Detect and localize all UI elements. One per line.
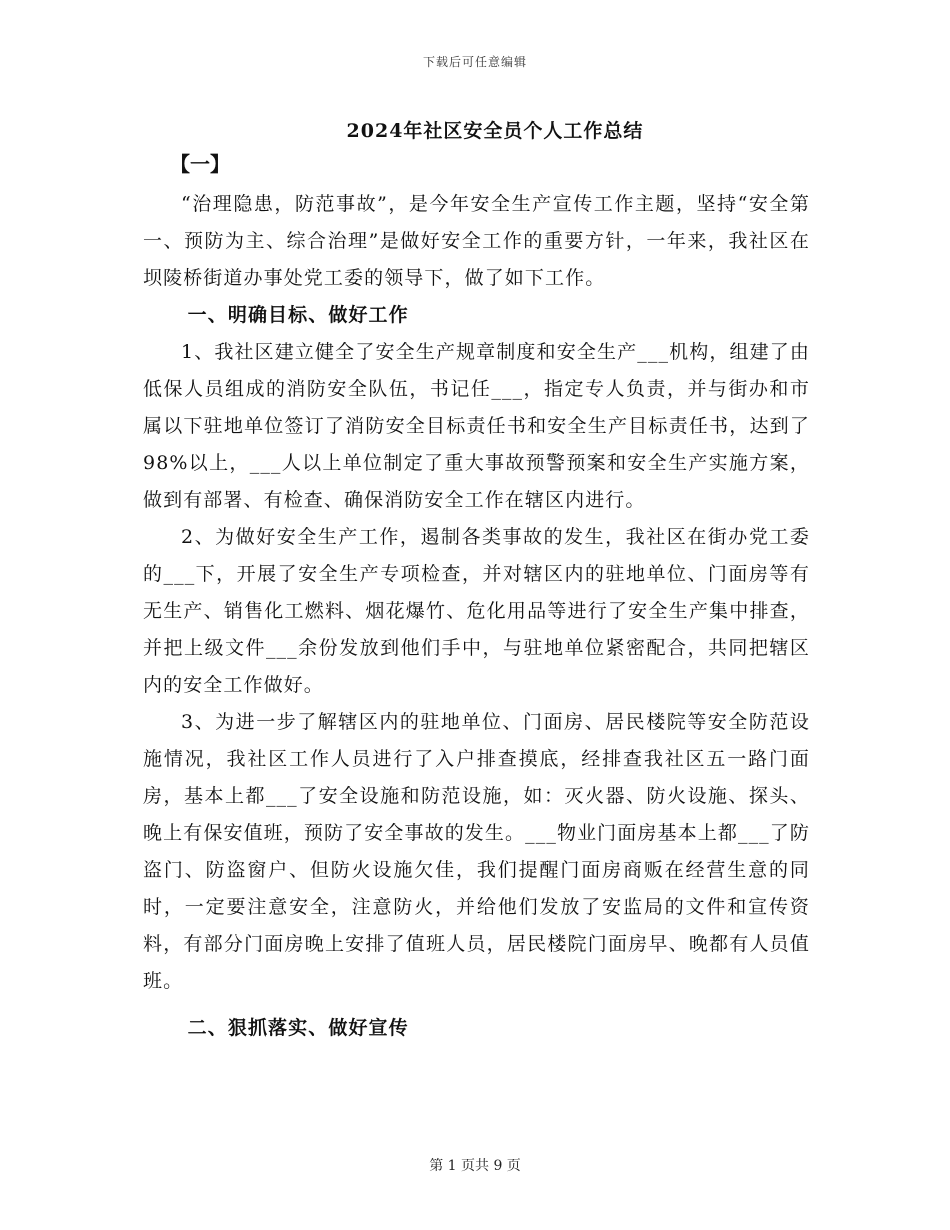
intro-paragraph: “治理隐患，防范事故”，是今年安全生产宣传工作主题，坚持“安全第一、预防为主、综合治理”是做好安全工作的重要方针，一年来，我社区在坝陵桥街道办事处党工委的领导下，做了如下工作。 (143, 193, 810, 289)
document-title: 2024年社区安全员个人工作总结 (346, 120, 644, 142)
paragraph-item-3: 3、为进一步了解辖区内的驻地单位、门面房、居民楼院等安全防范设施情况，我社区工作人员进行了入户排查摸底，经排查我社区五一路门面房，基本上都___了安全设施和防范设施，如：灭火器、防火设施、探头、晚上有保安值班，预防了安全事故的发生。___物业门面房基本上都___了防盗门、防盗窗户、但防火设施欠佳，我们提醒门面房商贩在经营生意的同时，一定要注意安全，注意防火，并给他们发放了安监局的文件和宣传资料，有部分门面房晚上安排了值班人员，居民楼院门面房早、晚都有人员值班。 (143, 711, 810, 992)
section-mark: 【一】 (170, 152, 230, 176)
page-footer: 第 1 页共 9 页 (429, 1158, 521, 1174)
header-note: 下载后可任意编辑 (422, 55, 527, 69)
section-heading-2: 二、狠抓落实、做好宣传 (187, 1017, 409, 1039)
paragraph-item-1: 1、我社区建立健全了安全生产规章制度和安全生产___机构，组建了由低保人员组成的消防安全队伍，书记任___，指定专人负责，并与街办和市属以下驻地单位签订了消防安全目标责任书和安全生产目标责任书，达到了98%以上，___人以上单位制定了重大事故预警预案和安全生产实施方案，做到有部署、有检查、确保消防安全工作在辖区内进行。 (143, 341, 810, 511)
section-heading-1: 一、明确目标、做好工作 (187, 304, 409, 326)
document-body (143, 150, 810, 1047)
paragraph-item-2: 2、为做好安全生产工作，遏制各类事故的发生，我社区在街办党工委的___下，开展了安全生产专项检查，并对辖区内的驻地单位、门面房等有无生产、销售化工燃料、烟花爆竹、危化用品等进行了安全生产集中排查，并把上级文件___余份发放到他们手中，与驻地单位紧密配合，共同把辖区内的安全工作做好。 (143, 526, 810, 696)
